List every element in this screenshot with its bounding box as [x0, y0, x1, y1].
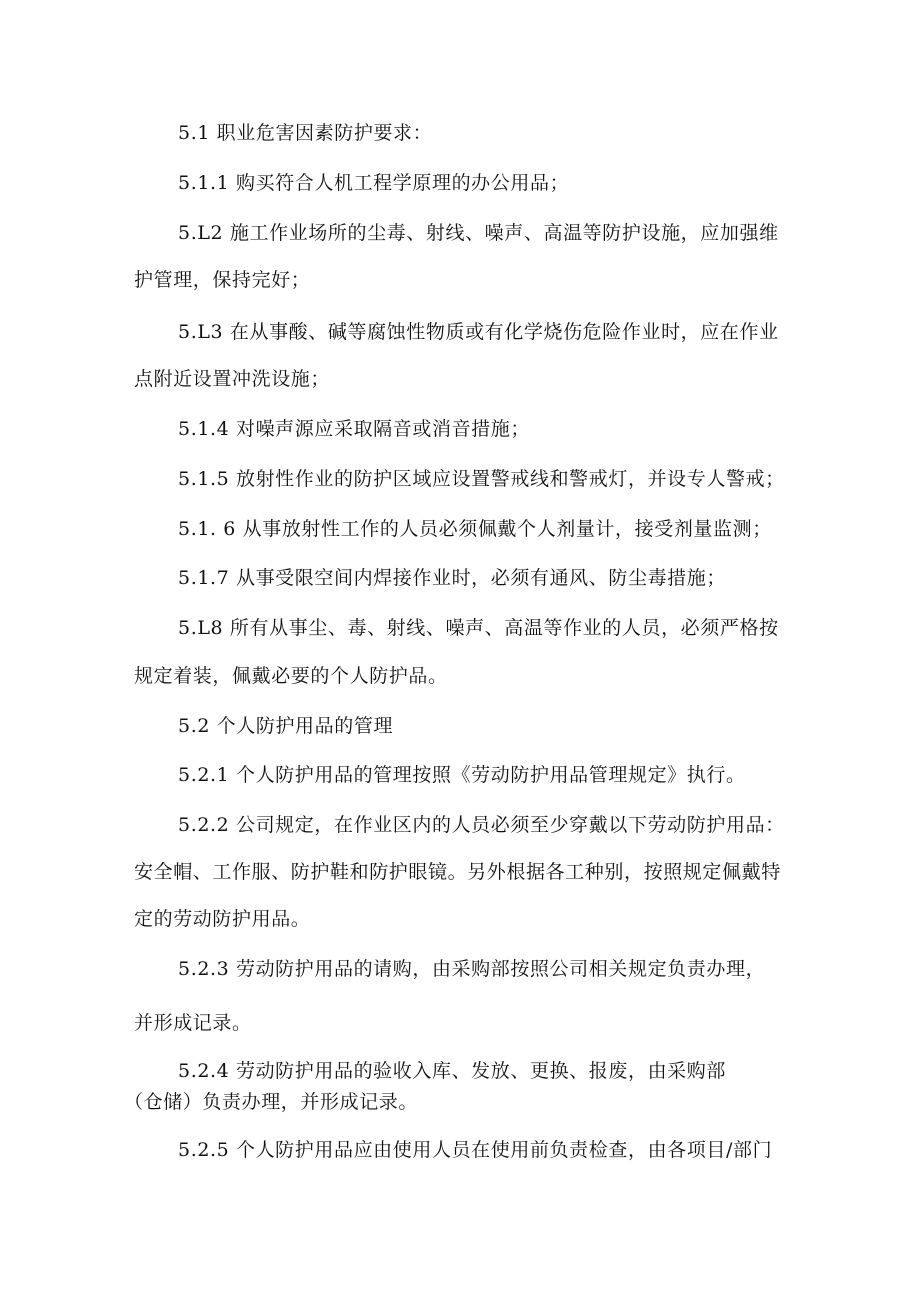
section-5-1-heading: 5.1 职业危害因素防护要求：: [178, 122, 433, 144]
item-5-2-2-line-3: 定的劳动防护用品。: [134, 908, 311, 930]
item-5-1-1: 5.1.1 购买符合人机工程学原理的办公用品；: [178, 172, 570, 194]
item-5-2-4-line-1: 5.2.4 劳动防护用品的验收入库、发放、更换、报废，由采购部: [178, 1060, 726, 1082]
item-5-2-4-line-2: （仓储）负责办理，并形成记录。: [124, 1091, 419, 1113]
item-5-1-2-line-2: 护管理，保持完好；: [134, 269, 311, 291]
item-5-2-5-line-1: 5.2.5 个人防护用品应由使用人员在使用前负责检查，由各项目/部门: [178, 1139, 773, 1161]
item-5-2-2-line-2: 安全帽、工作服、防护鞋和防护眼镜。另外根据各工种别，按照规定佩戴特: [134, 861, 781, 883]
item-5-1-7: 5.1.7 从事受限空间内焊接作业时，必须有通风、防尘毒措施；: [178, 567, 726, 589]
item-5-2-3-line-1: 5.2.3 劳动防护用品的请购，由采购部按照公司相关规定负责办理，: [178, 958, 766, 980]
item-5-1-5: 5.1.5 放射性作业的防护区域应设置警戒线和警戒灯，并设专人警戒；: [178, 468, 785, 490]
item-5-2-1: 5.2.1 个人防护用品的管理按照《劳动防护用品管理规定》执行。: [178, 764, 746, 786]
item-5-1-4: 5.1.4 对噪声源应采取隔音或消音措施；: [178, 418, 530, 440]
item-5-1-3-line-2: 点附近设置冲洗设施；: [134, 368, 331, 390]
item-5-1-6: 5.1. 6 从事放射性工作的人员必须佩戴个人剂量计，接受剂量监测；: [178, 518, 772, 540]
section-5-2-heading: 5.2 个人防护用品的管理: [178, 715, 394, 737]
item-5-1-2-line-1: 5.L2 施工作业场所的尘毒、射线、噪声、高温等防护设施，应加强维: [178, 222, 779, 244]
item-5-2-2-line-1: 5.2.2 公司规定，在作业区内的人员必须至少穿戴以下劳动防护用品：: [178, 814, 785, 836]
item-5-2-3-line-2: 并形成记录。: [134, 1012, 252, 1034]
item-5-1-3-line-1: 5.L3 在从事酸、碱等腐蚀性物质或有化学烧伤危险作业时，应在作业: [178, 321, 779, 343]
item-5-1-8-line-1: 5.L8 所有从事尘、毒、射线、噪声、高温等作业的人员，必须严格按: [178, 617, 779, 639]
item-5-1-8-line-2: 规定着装，佩戴必要的个人防护品。: [134, 665, 448, 687]
